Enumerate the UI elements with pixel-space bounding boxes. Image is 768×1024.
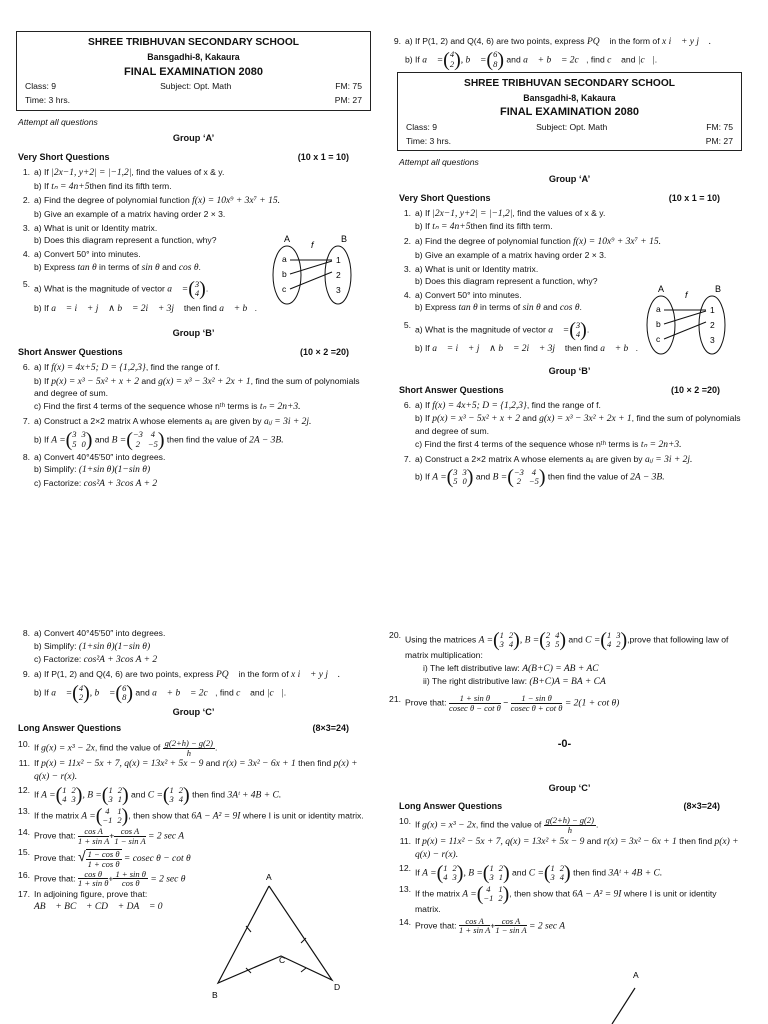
set-a-label: A [284,234,291,244]
right-upper-block: Attempt all questions Group ‘A’ Very Short Questions (10 x 1 = 10) 1. a) If |2x−1, y+2| = |−1,2|, find the values of x & y. b) If tₙ = 4n+5then find its fifth term. 2. a) Find the degree of polynomial function f(x) = 10x⁹ + 3x⁷ + 15. b) Give an example of a matrix having order 2 × 3. 3. a) What is unit or Identity matrix. b) Does this diagram represent a function, why? 4. a) Convert 50° into minutes. b) Express tan θ in terms of sin θ and cos θ. 5. a) What is the magnitude of vector a⃗ = ( 3 4 ) . b) If a⃗ = i⃗ + j⃗ ∧ b⃗ = 2i⃗ + 3j⃗ then find a⃗ + b⃗. Group ‘B’ Short Answer Questions (10 × 2 =20) 6. a) If f(x) = 4x+5; D = {1,2,3}, find the range of f. b) If p(x) = x³ − 5x² + x + 2 and g(x) = x³ − 3x² + 2x + 1, find the sum of polynomials and degree of sum. c) Find the first 4 terms of the sequence whose nᵗʰ terms is tₙ = 2n+3. 7. a) Construct a 2×2 matrix A whose elements aᵢⱼ are given by aᵢⱼ = 3i + 2j. b) If A = ( 3 3 5 0 ) and B = ( −3 4 2 −5 ) then find the value of 2A − 3B. [399,157,741,489]
section-marks: (8×3=24) [312,723,349,734]
quad-outline [218,886,332,983]
question-10: 10. If g(x) = x³ − 2x, find the value of $\frac{g(2+h) - g(2)}{h}$ . [16,739,371,758]
question-number: 11. [18,758,30,769]
very-short-section [18,151,371,163]
question-9: 9. a) If P(1, 2) and Q(4, 6) are two points, express PQ⃗ in the form of x i⃗ + y j⃗ . b) If a⃗ = ( 4 2 ) , b⃗ = ( 6 8 ) and a⃗ + b⃗ = 2c⃗, find c⃗ and |c⃗|. [16,669,371,704]
school-address: Bansgadhi-8, Kakaura [147,51,240,62]
left-column [16,0,371,1000]
section-title: Long Answer Questions [18,723,122,734]
subject-label: Subject: Opt. Math [160,81,232,92]
question-20: 20. Using the matrices A = ( 1 2 3 4 ) , B = ( 2 4 3 5 ) and C = ( 1 3 4 2 ) ,prove that following law of matrix multiplication: i) The left distributive law: A(B+C) = AB + AC ii) The right distributive law: (B+C)A = BA + CA [389,629,729,688]
vertex-a: A [266,872,272,882]
section-marks: (10 x 1 = 10) [297,151,349,162]
question-number: 8. [22,628,30,638]
question-number: 12. [18,785,30,796]
question-3: 3. a) What is unit or Identity matrix. b) Does this diagram represent a function, why? [16,223,371,248]
right-question-9: 9. a) If P(1, 2) and Q(4, 6) are two points, express PQ⃗ in the form of x i⃗ + y j⃗ . b) If a⃗ = ( 4 2 ) , b⃗ = ( 6 8 ) and a⃗ + b⃗ = 2c⃗, find c⃗ and |c⃗|. [393,36,712,71]
question-8-repeat: 8. a) Convert 40°45′50″ into degrees. b) Simplify: (1+sin θ)(1−sin θ) c) Factorize: cos²A + 3cos A + 2 [16,628,371,668]
exam-title: FINAL EXAMINATION 2080 [124,65,263,78]
svg-text:A: A [633,970,639,980]
function-diagram-2 [642,282,737,360]
school-name: SHREE TRIBHUVAN SECONDARY SCHOOL [464,77,675,89]
question-8: 8. a) Convert 40°45′50″ into degrees. b) Simplify: (1+sin θ)(1−sin θ) c) Factorize: cos²A + 3cos A + 2 [16,452,371,492]
svg-text:1: 1 [710,305,715,315]
set-b-label: B [341,234,348,244]
question-number: 15. [18,846,30,857]
svg-text:b: b [656,319,661,329]
question-11: 11. If p(x) = 11x² − 5x + 7, q(x) = 13x² + 5x − 9 and r(x) = 3x² − 6x + 1 then find p(x) + q(x) − r(x). [16,758,371,784]
short-section [18,346,371,358]
question-number: 10. [18,738,30,749]
vertex-b: B [212,990,218,1000]
question-5: 5. a) What is the magnitude of vector a⃗ = ( 3 4 ) . b) If a⃗ = i⃗ + j⃗ ∧ b⃗ = 2i⃗ + 3j⃗ then find a⃗ + b⃗. [16,279,371,317]
function-diagram [268,232,363,310]
instruction: Attempt all questions [18,116,98,127]
svg-text:A: A [658,284,665,294]
time-label: Time: 3 hrs. [25,95,71,106]
question-number: 8. [22,451,30,462]
question-2: 2. a) Find the degree of polynomial function f(x) = 10x⁹ + 3x⁷ + 15. b) Give an example of a matrix having order 2 × 3. [16,195,371,221]
question-16: 16. Prove that: $\frac{\text{cos θ}}{\text{1 + sin θ}}$ + $\frac{\text{1 + sin θ}}{\text{cos θ}}$ = 2 sec θ [16,870,371,889]
direction-ticks [246,926,306,973]
svg-text:2: 2 [710,320,715,330]
pass-marks: PM: 27 [334,95,362,106]
elem-c: c [282,284,287,294]
svg-text:a: a [656,304,661,314]
question-number: 13. [18,806,30,817]
quadrilateral-figure [206,868,356,1002]
question-number: 7. [22,415,30,426]
school-address: Bansgadhi-8, Kakaura [523,92,616,103]
long-section [18,722,371,734]
question-number: 5. [22,279,30,290]
svg-text:3: 3 [710,335,715,345]
page-mark: -0- [557,738,572,751]
question-number: 4. [22,249,30,260]
question-number: 2. [22,195,30,206]
question-21: 21. Prove that: $\frac{\text{1 + sin θ}}{\text{cosec θ − cot θ}}$ − $\frac{\text{1 − sin θ}}{\text{cosec θ + cot θ}}$ = 2(1 + cot θ) [389,693,620,714]
elem-b: b [282,269,287,279]
question-13: 13. If the matrix A = ( 4 1 −1 2 ) , then show that 6A − A² = 9I where I is unit or identity matrix. [16,806,371,826]
question-4: 4. a) Convert 50° into minutes. b) Express tan θ in terms of sin θ and cos θ. [16,249,371,275]
vertex-d: D [334,982,341,992]
question-17: 17. In adjoining figure, prove that: AB⃗ + BC⃗ + CD⃗ + DA⃗ = 0 [16,889,371,913]
exam-title: FINAL EXAMINATION 2080 [500,106,639,119]
question-number: 3. [22,222,30,233]
full-marks: FM: 75 [335,81,362,92]
section-marks: (10 × 2 =20) [299,346,349,357]
vertex-c: C [279,955,286,965]
question-number: 1. [22,166,30,177]
f-label: f [311,240,314,250]
question-12: 12. If A = ( 1 2 4 3 ) , B = ( 1 2 3 1 ) and C = ( 1 2 3 4 ) then find 3Aᵗ + 4B + C. [16,785,371,805]
class-label: Class: 9 [25,81,57,92]
exam-header-2: SHREE TRIBHUVAN SECONDARY SCHOOL Bansgadhi-8, Kakaura FINAL EXAMINATION 2080 Class: 9 Subject: Opt. Math FM: 75 Time: 3 hrs. PM: 27 [397,72,742,152]
right-column [387,0,742,980]
right-lower-block: 20. Using the matrices A = ( 1 2 3 4 ) , B = ( 2 4 3 5 ) and C = ( 1 3 4 2 ) ,prove that following law of matrix multiplication: i) The left distributive law: A(B+C) = AB + AC ii) The right distributive law: (B+C)A = BA + CA 21. Prove that: $\frac{\text{1 + sin θ}}{\text{cosec θ − cot θ}}$ − $\frac{\text{1 − sin θ}}{\text{cosec θ + cot θ}}$ = 2(1 + cot θ) -0- Group ‘C’ Long Answer Questions (8×3=24) 10. If g(x) = x³ − 2x, find the value of $\frac{g(2+h) - g(2)}{h}$ . 11. If p(x) = 11x² − 5x + 7, q(x) = 13x² + 5x − 9 and r(x) = 3x² − 6x + 1 then find p(x) + q(x) − r(x). 12. If A = ( 1 2 4 3 ) , B = ( 1 2 3 1 ) and C = ( 1 2 3 4 ) then find 3Aᵗ + 4B + C. 13. If the matrix A = ( 4 1 −1 2 ) , then show that 6A − A² = 9I where I is unit or identity matrix. 14. Prove that: $\frac{\text{cos A}}{\text{1 + sin A}}$ + $\frac{\text{cos A}}{\text{1 − sin A}}$ = 2 sec A [387,630,742,936]
question-1: 1. a) If |2x−1, y+2| = |−1,2|, find the values of x & y. b) If tₙ = 4n+5then find its fifth term. [16,167,371,195]
question-7: 7. a) Construct a 2×2 matrix A whose elements aᵢⱼ are given by aᵢⱼ = 3i + 2j. b) If A = ( 3 3 5 0 ) and B = ( −3 4 2 −5 ) then find the value of 2A − 3B. [16,416,371,451]
domain-ellipse [273,246,301,304]
group-a-heading: Group ‘A’ [172,133,215,144]
question-number: 9. [22,669,30,680]
question-number: 14. [18,827,30,838]
question-14: 14. Prove that: $\frac{\text{cos A}}{\text{1 + sin A}}$ + $\frac{\text{cos A}}{\text{1 − sin A}}$ = 2 sec A [16,827,371,846]
header-row-1 [25,81,362,93]
question-number: 16. [18,869,30,880]
question-15: 15. Prove that: √ $\frac{\text{1 − cos θ}}{\text{1 + cos θ}}$ = cosec θ − cot θ [16,847,371,869]
elem-3: 3 [336,285,341,295]
group-b-heading: Group ‘B’ [172,328,215,339]
section-title: Short Answer Questions [18,346,123,357]
svg-text:B: B [715,284,722,294]
elem-2: 2 [336,270,341,280]
header-row-2 [25,95,362,107]
svg-text:c: c [656,334,661,344]
elem-a: a [282,254,287,264]
question-number: 6. [22,361,30,372]
exam-header [16,31,371,111]
question-6: 6. a) If f(x) = 4x+5; D = {1,2,3}, find the range of f. b) If p(x) = x³ − 5x² + x + 2 and g(x) = x³ − 3x² + 2x + 1, find the sum of polynomials and degree of sum. c) Find the first 4 terms of the sequence whose nᵗʰ terms is tₙ = 2n+3. [16,362,371,415]
svg-text:f: f [685,290,688,300]
section-title: Very Short Questions [18,151,110,162]
elem-1: 1 [336,255,341,265]
group-c-heading: Group ‘C’ [172,707,215,718]
school-name: SHREE TRIBHUVAN SECONDARY SCHOOL [88,37,299,48]
triangle-figure-2 [602,966,662,1024]
question-number: 17. [18,889,30,900]
